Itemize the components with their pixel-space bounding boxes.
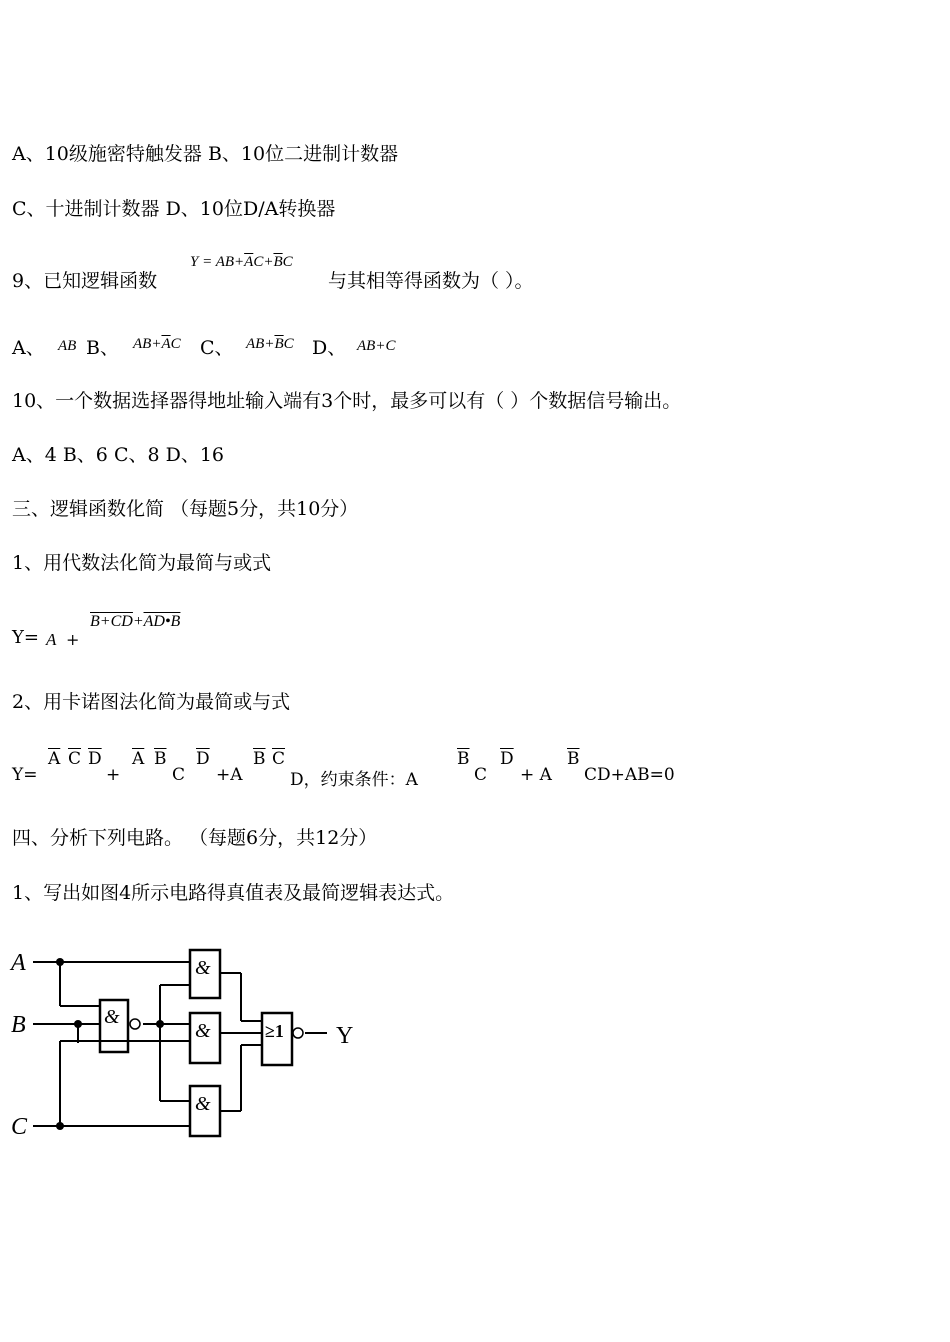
q9-option-c-label: C、 [200,337,234,359]
or-gate-symbol: ≥1 [265,1021,284,1041]
logic-circuit-diagram [5,935,375,1145]
section4-q1: 1、写出如图4所示电路得真值表及最简逻辑表达式。 [12,882,455,904]
section3-q1-plus: + [66,630,80,649]
q2-term1-d: $\overline{D}$ [88,749,102,769]
section3-q1-term2: AD•B [143,613,181,630]
q2-term2-b: $\overline{B}$ [154,749,167,769]
q9-option-d-label: D、 [312,337,347,359]
section3-title: 三、逻辑函数化简 （每题5分，共10分） [12,498,359,520]
q8-options-line-2: C、十进制计数器 D、10位D/A转换器 [12,198,336,220]
q9-option-a-expr: AB [58,338,77,354]
q10-options: A、4 B、6 C、8 D、16 [12,444,225,466]
q2-term3-d-constraint: D，约束条件：A [290,770,418,790]
q9-suffix: 与其相等得函数为（ ）。 [328,270,534,292]
output-y-label: Y [336,1023,354,1049]
section4-title: 四、分析下列电路。 （每题6分，共12分） [12,827,378,849]
q2-term1-a: $\overline{A}$ [48,749,61,769]
q2-plus-a: +A [216,765,243,785]
input-b-label: B [11,1012,26,1038]
q2-constraint-b2: $\overline{B}$ [567,749,580,769]
q2-constraint-b: $\overline{B}$ [457,749,470,769]
q2-term3-c: $\overline{C}$ [272,749,286,769]
q2-term2-c: C [172,765,186,785]
q2-constraint-c: C [474,765,488,785]
section3-q1-a: A [46,630,57,649]
q9-option-b-expr: $AB+\overline{A}C$ [133,336,181,352]
section3-q1-expression: B+CD+AD•B [90,613,181,630]
q9-option-b-label: B、 [86,337,119,359]
section3-q2: 2、用卡诺图法化简为最简或与式 [12,691,291,713]
section3-q2-y: Y= [12,765,38,785]
q9-options [12,336,45,360]
q2-constraint-tail: CD+AB=0 [584,765,675,785]
input-a-label: A [11,950,26,976]
q8-options-line-1: A、10级施密特触发器 B、10位二进制计数器 [12,143,399,165]
q9-formula: $Y = AB+\overline{A}C+\overline{B}C$ [190,254,293,270]
q2-constraint-d: $\overline{D}$ [500,749,514,769]
q2-term3-b: $\overline{B}$ [253,749,266,769]
q10-text: 10、一个数据选择器得地址输入端有3个时，最多可以有（ ）个数据信号输出。 [12,390,682,412]
q2-constraint-plus-a: + A [520,765,552,785]
q9-option-d-expr: AB+C [357,338,396,354]
section3-q1-term1: B+CD [90,613,133,630]
nand-gate-symbol: & [104,1006,120,1028]
section3-q1-y: Y= [12,627,39,648]
and-gate-2-symbol: & [195,1020,211,1042]
and-gate-3-symbol: & [195,1093,211,1115]
q9-option-c-expr: $AB+\overline{B}C$ [246,336,294,352]
q2-term1-c: $\overline{C}$ [68,749,82,769]
section3-q1: 1、用代数法化简为最简与或式 [12,552,272,574]
and-gate-1-symbol: & [195,957,211,979]
q9-option-a-label: A、 [12,337,45,359]
q9-prefix: 9、已知逻辑函数 [12,270,158,292]
input-c-label: C [11,1114,28,1140]
q2-plus-1: + [106,765,121,785]
q2-term2-d: $\overline{D}$ [196,749,210,769]
q2-term2-a: $\overline{A}$ [132,749,145,769]
